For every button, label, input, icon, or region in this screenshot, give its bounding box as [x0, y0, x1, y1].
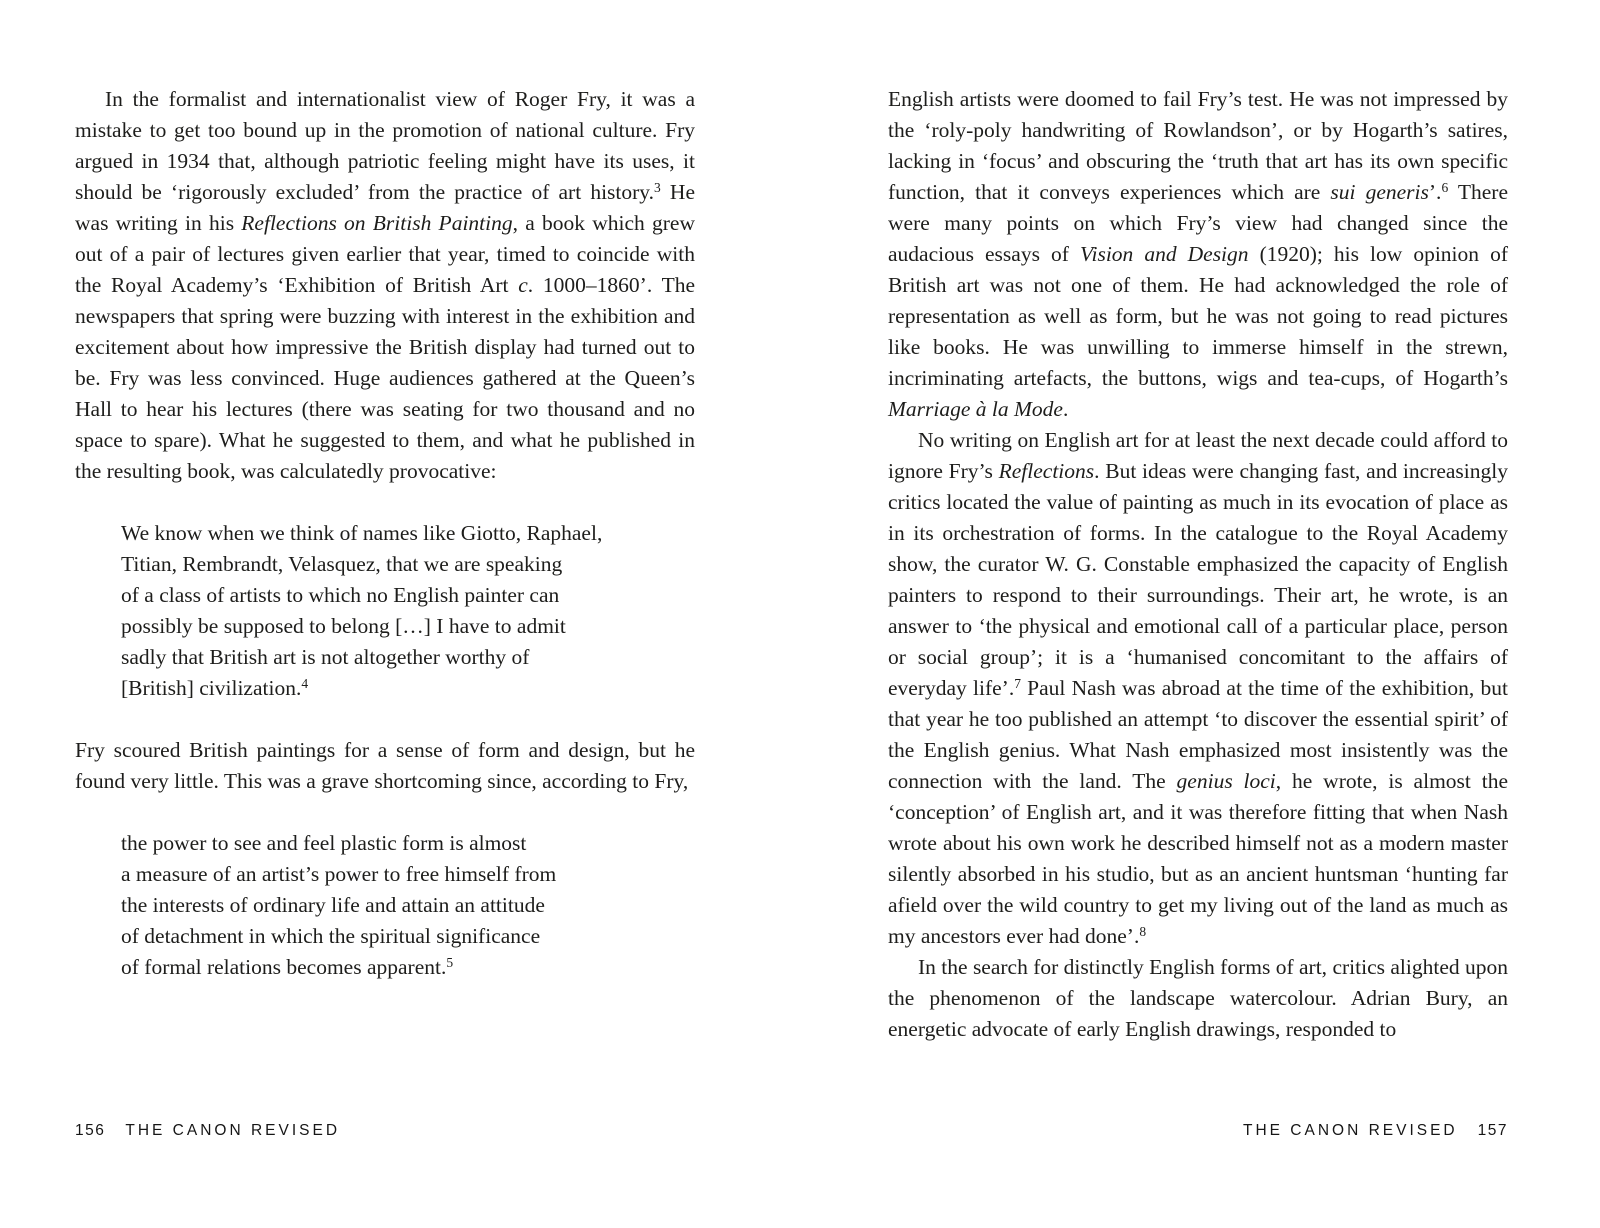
text-run: the interests of ordinary life and attain an attitude	[121, 893, 545, 917]
text-run: a measure of an artist’s power to free himself from	[121, 862, 557, 886]
page-right-text-column	[888, 84, 1508, 1045]
text-run: There were many points on which Fry’s view had changed since the audacious essays of	[888, 180, 1508, 266]
italic-text: sui generis	[1330, 180, 1429, 204]
running-head: THE CANON REVISED	[125, 1122, 341, 1139]
page-number: 156	[75, 1122, 106, 1139]
text-run: No writing on English art for at least the next decade could afford to ignore Fry’s	[888, 428, 1508, 483]
text-run: ’.	[1428, 180, 1442, 204]
text-run: In the search for distinctly English forms of art, critics alighted upon the phenomenon of the landscape watercolour. Adrian Bury, an energetic advocate of early English drawings, responded to	[888, 955, 1508, 1041]
text-run: In the formalist and internationalist view of Roger Fry, it was a mistake to get too bound up in the promotion of national culture. Fry argued in 1934 that, although patriotic feeling might have its uses, it should be ‘rigorously excluded’ from the practice of art history.	[75, 87, 695, 204]
text-run: (1920); his low opinion of British art was not one of them. He had acknowledged the role of representation as well as form, but he was not going to read pictures like books. He was unwilling to immerse himself in the strewn, incriminating artefacts, the buttons, wigs and tea-cups, of Hogarth’s	[888, 242, 1508, 390]
page-footer-right	[888, 1122, 1508, 1140]
text-run: .	[1062, 397, 1069, 421]
footnote-marker: 8	[1139, 924, 1147, 939]
block-quote	[121, 518, 695, 704]
page-number: 157	[1477, 1122, 1508, 1139]
running-head: THE CANON REVISED	[1242, 1122, 1458, 1139]
footnote-marker: 6	[1441, 180, 1449, 195]
text-run: , a book which grew out of a pair of lectures given earlier that year, timed to coincide with the Royal Academy’s ‘Exhibition of British Art	[75, 211, 695, 297]
page-left-text-column	[75, 84, 695, 1014]
footnote-marker: 5	[446, 955, 454, 970]
italic-text: c	[518, 273, 528, 297]
text-run: Fry scoured British paintings for a sense of form and design, but he found very little. This was a grave shortcoming since, according to Fry,	[75, 738, 695, 793]
page-footer-left	[75, 1122, 695, 1140]
text-run: English artists were doomed to fail Fry’s test. He was not impressed by the ‘roly-poly handwriting of Rowlandson’, or by Hogarth’s satires, lacking in ‘focus’ and obscuring the ‘truth that art has its own specific function, that it conveys experiences which are	[888, 87, 1508, 204]
text-run: possibly be supposed to belong […] I have to admit	[121, 614, 566, 638]
text-run: Titian, Rembrandt, Velasquez, that we are speaking	[121, 552, 563, 576]
text-run: We know when we think of names like Giotto, Raphael,	[121, 521, 603, 545]
paragraph	[888, 952, 1508, 1045]
italic-text: genius loci	[1176, 769, 1276, 793]
text-run: . 1000–1860’. The newspapers that spring were buzzing with interest in the exhibition and excitement about how impressive the British display had turned out to be. Fry was less convinced. Huge audiences gathered at the Queen’s Hall to hear his lectures (there was seating for two thousand and no space to spare). What he suggested to them, and what he published in the resulting book, was calculatedly provocative:	[75, 273, 695, 483]
page-right	[888, 0, 1508, 1228]
italic-text: Reflections on British Painting	[241, 211, 513, 235]
text-run: [British] civilization.	[121, 676, 302, 700]
italic-text: Marriage à la Mode	[888, 397, 1063, 421]
paragraph	[75, 735, 695, 797]
text-run: the power to see and feel plastic form is almost	[121, 831, 527, 855]
text-run: of a class of artists to which no English painter can	[121, 583, 560, 607]
text-run: He was writing in his	[75, 180, 695, 235]
text-run: of formal relations becomes apparent.	[121, 955, 447, 979]
footnote-marker: 4	[301, 676, 309, 691]
italic-text: Vision and Design	[1079, 242, 1249, 266]
text-run: . But ideas were changing fast, and increasingly critics located the value of painting as much in its evocation of place as in its orchestration of forms. In the catalogue to the Royal Academy show, the curator W. G. Constable emphasized the capacity of English painters to respond to their surroundings. Their art, he wrote, is an answer to ‘the physical and emotional call of a particular place, person or social group’; it is a ‘humanised concomitant to the affairs of everyday life’.	[888, 459, 1508, 700]
text-run: , he wrote, is almost the ‘conception’ of English art, and it was therefore fitting that when Nash wrote about his own work he described himself not as a modern master silently absorbed in his studio, but as an ancient huntsman ‘hunting far afield over the wild country to get my living out of the land as much as my ancestors ever had done’.	[888, 769, 1509, 948]
text-run: sadly that British art is not altogether worthy of	[121, 645, 530, 669]
paragraph	[888, 84, 1508, 425]
block-quote	[121, 828, 695, 983]
page-left	[75, 0, 695, 1228]
paragraph	[888, 425, 1508, 952]
text-run: of detachment in which the spiritual significance	[121, 924, 541, 948]
italic-text: Reflections	[998, 459, 1095, 483]
footnote-marker: 7	[1014, 676, 1021, 691]
text-run: Paul Nash was abroad at the time of the exhibition, but that year he too published an attempt ‘to discover the essential spirit’ of the English genius. What Nash emphasized most insistently was the connection with the land. The	[888, 676, 1508, 793]
footnote-marker: 3	[654, 180, 661, 195]
paragraph	[75, 84, 695, 487]
